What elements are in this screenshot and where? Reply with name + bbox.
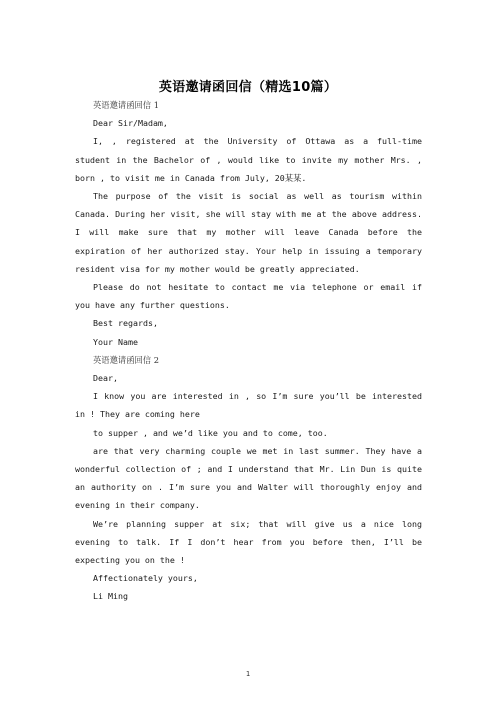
document-title: 英语邀请函回信（精选10篇） <box>158 80 338 95</box>
body-paragraph: The purpose of the visit is social as well as tourism within Canada. During her visit, she will stay with me at the above address. I will make sure that my mother will leave Canada before the expiration of her authorized stay. Your help in issuing a temporary resident visa for my mother would be greatly appreciated. <box>75 191 422 274</box>
body-paragraph: Please do not hesitate to contact me via telephone or email if you have any further questions. <box>75 282 422 311</box>
body-paragraph: We’re planning supper at six; that will give us a nice long evening to talk. If I don’t hear from you before then, I’ll be expecting you on the ! <box>75 518 422 566</box>
body-paragraph: I know you are interested in , so I’m sure you’ll be interested in ! They are coming here <box>75 391 422 420</box>
signature: Your Name <box>93 336 138 347</box>
section-heading: 英语邀请函回信 2 <box>93 354 159 365</box>
document-body <box>75 96 422 606</box>
body-paragraph: to supper , and we’d like you and to come, too. <box>93 427 328 438</box>
body-paragraph: I, , registered at the University of Ottawa as a full-time student in the Bachelor of , would like to invite my mother Mrs. , born , to visit me in Canada from July, 20某某. <box>75 136 422 183</box>
section-heading: 英语邀请函回信 1 <box>93 100 159 110</box>
signature: Li Ming <box>93 591 128 602</box>
closing: Best regards, <box>93 318 158 329</box>
closing: Affectionately yours, <box>93 573 198 584</box>
body-paragraph: are that very charming couple we met in last summer. They have a wonderful collection of ; and I understand that Mr. Lin Dun is quite an authority on . I’m sure you and Walter will thoroughly enjoy and evening in their company. <box>75 445 422 511</box>
salutation: Dear, <box>93 373 118 384</box>
page-number: 1 <box>245 670 251 678</box>
salutation: Dear Sir/Madam, <box>93 118 168 129</box>
